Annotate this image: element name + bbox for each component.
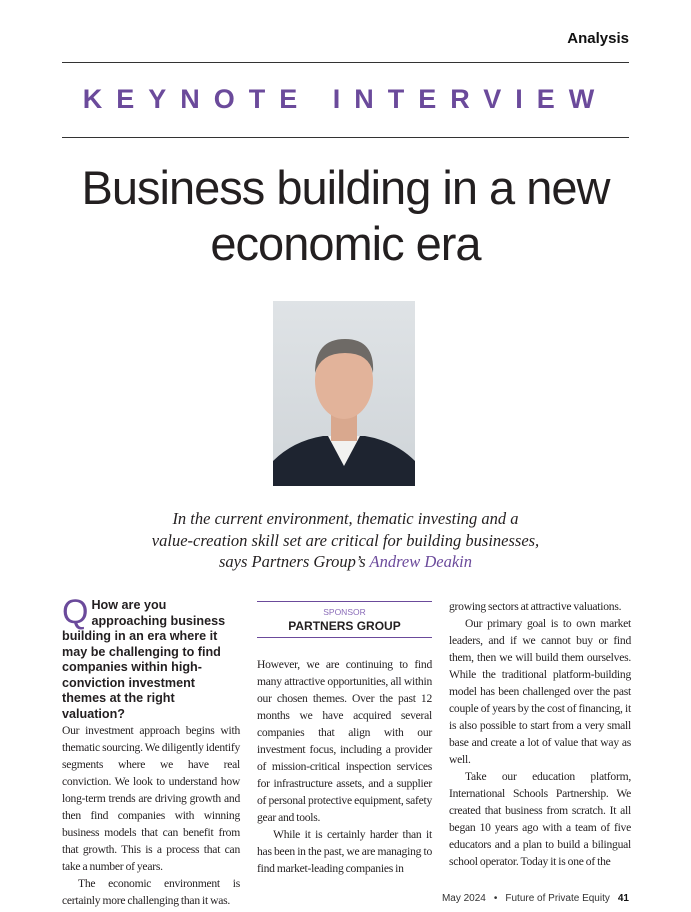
lede xyxy=(60,508,631,573)
footer-date: May 2024 xyxy=(441,893,486,904)
paragraph: While it is certainly harder than it has been in the past, we are managing to find market-leading companies in xyxy=(257,828,432,875)
paragraph: growing sectors at attractive valuations. xyxy=(449,600,622,613)
column-1 xyxy=(62,593,240,909)
lede-text: says Partners Group’s xyxy=(218,552,370,571)
kicker: KEYNOTE INTERVIEW xyxy=(82,84,609,114)
column-2 xyxy=(257,656,432,877)
interviewee-name: Andrew Deakin xyxy=(369,552,472,571)
article-title xyxy=(40,160,651,272)
sponsor-label: SPONSOR xyxy=(323,607,366,617)
page-footer xyxy=(442,893,629,905)
section-label: Analysis xyxy=(567,30,629,47)
sponsor-box xyxy=(257,601,432,638)
lede-line: In the current environment, thematic investing and a xyxy=(172,509,519,528)
question-text: How are you approaching business building in an era where it may be challenging to find companies within high-conviction investment themes at the right valuation? xyxy=(62,598,226,721)
paragraph: Take our education platform, International Schools Partnership. We created that business from scratch. It all began 10 years ago with a team of five educators and a plan to build a bilingual school operator. Today it is one of the xyxy=(449,770,631,868)
person-icon xyxy=(273,301,415,486)
title-line: economic era xyxy=(210,217,481,270)
portrait-photo xyxy=(273,301,415,486)
footer-separator: • xyxy=(493,893,498,904)
paragraph: The economic environment is certainly more challenging than it was. xyxy=(62,877,240,907)
footer-publication: Future of Private Equity xyxy=(505,893,610,904)
page-number: 41 xyxy=(617,893,629,904)
column-3 xyxy=(449,598,631,870)
paragraph: Our primary goal is to own market leaders, and if we cannot buy or find them, then we will build them ourselves. While the traditional platform-building model has been challenged over the past couple of years by the cost of financing, it is also possible to start from a very small base and create a lot of value that way as well. xyxy=(449,617,631,766)
kicker-rule xyxy=(62,137,629,138)
lede-line: value-creation skill set are critical for building businesses, xyxy=(151,530,540,550)
lede-line xyxy=(60,551,631,573)
paragraph: However, we are continuing to find many attractive opportunities, all within our chosen themes. Over the past 12 months we have acquired several companies that align with our investment focus, including a provider of mission-critical inspection services for infrastructure assets, and a supplier of personal protective equipment, safety gear and tools. xyxy=(257,658,432,824)
title-line: Business building in a new xyxy=(81,161,610,214)
sponsor-name: PARTNERS GROUP xyxy=(288,619,401,633)
paragraph: Our investment approach begins with thematic sourcing. We diligently identify segments where we have real conviction. We look to understand how long-term trends are driving growth and then find companies with winning business models that can benefit from that growth. This is a process that can take a number of years. xyxy=(62,724,240,873)
top-rule xyxy=(62,62,629,63)
dropcap-q: Q xyxy=(62,593,89,631)
question xyxy=(62,593,240,722)
